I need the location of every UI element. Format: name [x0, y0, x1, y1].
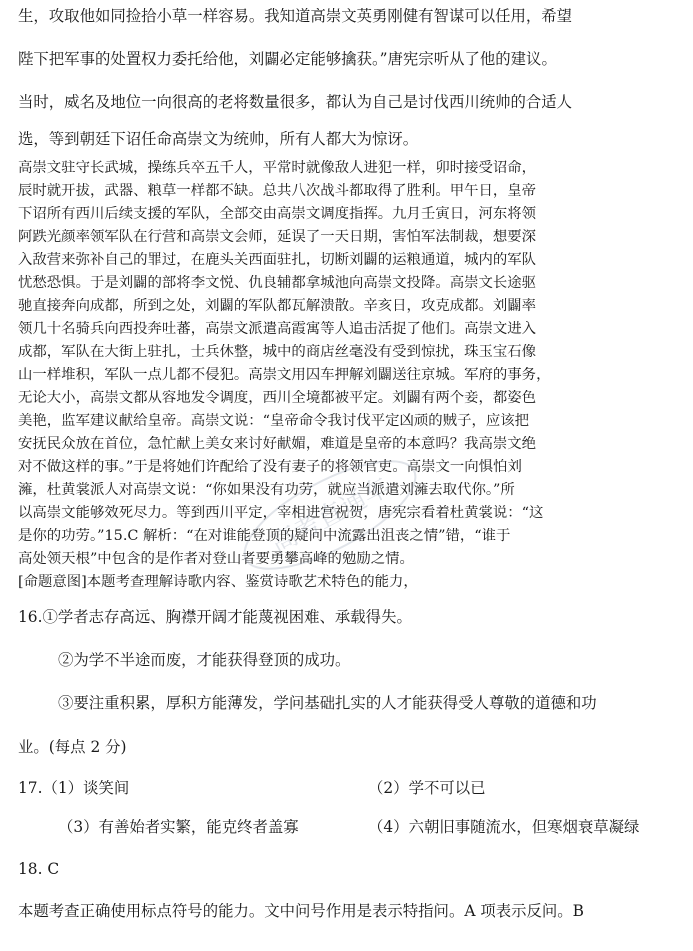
q17-answer-4: （4）六朝旧事随流水，但寒烟衰草凝绿 [368, 819, 640, 836]
paragraph-line: 选，等到朝廷下诏任命高崇文为统帅，所有人都大为惊讶。 [18, 131, 419, 148]
paragraph-line: 忧愁恐惧。于是刘闢的部将李文悦、仇良辅都拿城池向高崇文投降。高崇文长途驱 [18, 275, 537, 291]
paragraph-line: 山一样堆积，军队一点儿都不侵犯。高崇文用囚车押解刘闢送往京城。军府的事务， [18, 367, 551, 383]
paragraph-line: 成都，军队在大街上驻扎，士兵休整，城中的商店丝毫没有受到惊扰，珠玉宝石像 [18, 344, 537, 360]
q16-answer-line: 业。(每点 2 分) [18, 739, 127, 756]
paragraph-line: 高崇文驻守长武城，操练兵卒五千人，平常时就像敌人进犯一样，卯时接受诏命， [18, 160, 537, 176]
paragraph-line: 是你的功劳。”15.C 解析：“在对谁能登顶的疑问中流露出沮丧之情”错，“谁于 [18, 528, 511, 544]
q17-answer-3: （3）有善始者实繁，能克终者盖寡 [58, 819, 299, 836]
q17-answer-2: （2）学不可以已 [368, 780, 486, 797]
paragraph-line: 澭，杜黄裳派人对高崇文说：“你如果没有功劳，就应当派遣刘澭去取代你。”所 [18, 482, 515, 498]
q16-answer-line: ②为学不半途而废，才能获得登顶的成功。 [58, 652, 351, 669]
paragraph-line: 对不做这样的事。”于是将她们许配给了没有妻子的将领官吏。高崇文一向惧怕刘 [18, 459, 522, 475]
paragraph-line: 以高崇文能够效死尽力。等到西川平定，宰相进宫祝贺，唐宪宗看着杜黄裳说：“这 [18, 505, 544, 521]
paragraph-line: 陛下把军事的处置权力委托给他，刘闢必定能够擒获。”唐宪宗听从了他的建议。 [18, 51, 557, 68]
q18-answer: 18. C [18, 861, 60, 878]
paragraph-line: 安抚民众放在首位，急忙献上美女来讨好献媚，难道是皇帝的本意吗？我高崇文绝 [18, 436, 537, 452]
paragraph-line: [命题意图]本题考查理解诗歌内容、鉴赏诗歌艺术特色的能力， [18, 574, 418, 590]
paragraph-line: 领几十名骑兵向西投奔吐蕃，高崇文派遣高霞寓等人追击活捉了他们。高崇文进入 [18, 321, 537, 337]
paragraph-line: 美艳，监军建议献给皇帝。高崇文说：“皇帝命令我讨伐平定凶顽的贼子，应该把 [18, 413, 530, 429]
paragraph-line: 高处领天根”中包含的是作者对登山者要勇攀高峰的勉励之情。 [18, 551, 414, 567]
q17-answer-1: 17.（1）谈笑间 [18, 780, 130, 797]
paragraph-line: 下诏所有西川后续支援的军队，全部交由高崇文调度指挥。九月壬寅日，河东将领 [18, 206, 537, 222]
paragraph-line: 当时，威名及地位一向很高的老将数量很多，都认为自己是讨伐西川统帅的合适人 [18, 94, 573, 111]
paragraph-line: 驰直接奔向成都，所到之处，刘闢的军队都瓦解溃散。辛亥日，攻克成都。刘闢率 [18, 298, 537, 314]
paragraph-line: 无论大小，高崇文都从容地发令调度，西川全境都被平定。刘闢有两个妾，都姿色 [18, 390, 537, 406]
q16-answer-line: ③要注重积累，厚积方能薄发，学问基础扎实的人才能获得受人尊敬的道德和功 [58, 695, 597, 712]
q18-explanation: 本题考查正确使用标点符号的能力。文中问号作用是表示特指问。A 项表示反问。B [18, 903, 584, 920]
paragraph-line: 生，攻取他如同捡拾小草一样容易。我知道高崇文英勇刚健有智谋可以任用，希望 [18, 8, 573, 25]
paragraph-line: 阿跌光颜率领军队在行营和高崇文会师，延误了一天日期，害怕军法制裁，想要深 [18, 229, 537, 245]
watermark-text: 高考直通车 [266, 472, 395, 560]
q16-answer-line: 16.①学者志存高远、胸襟开阔才能蔑视困难、承载得失。 [18, 609, 412, 626]
paragraph-line: 入敌营来弥补自己的罪过，在鹿头关西面驻扎，切断刘闢的运粮通道，城内的军队 [18, 252, 537, 268]
paragraph-line: 辰时就开拔，武器、粮草一样都不缺。总共八次战斗都取得了胜利。甲午日，皇帝 [18, 183, 537, 199]
